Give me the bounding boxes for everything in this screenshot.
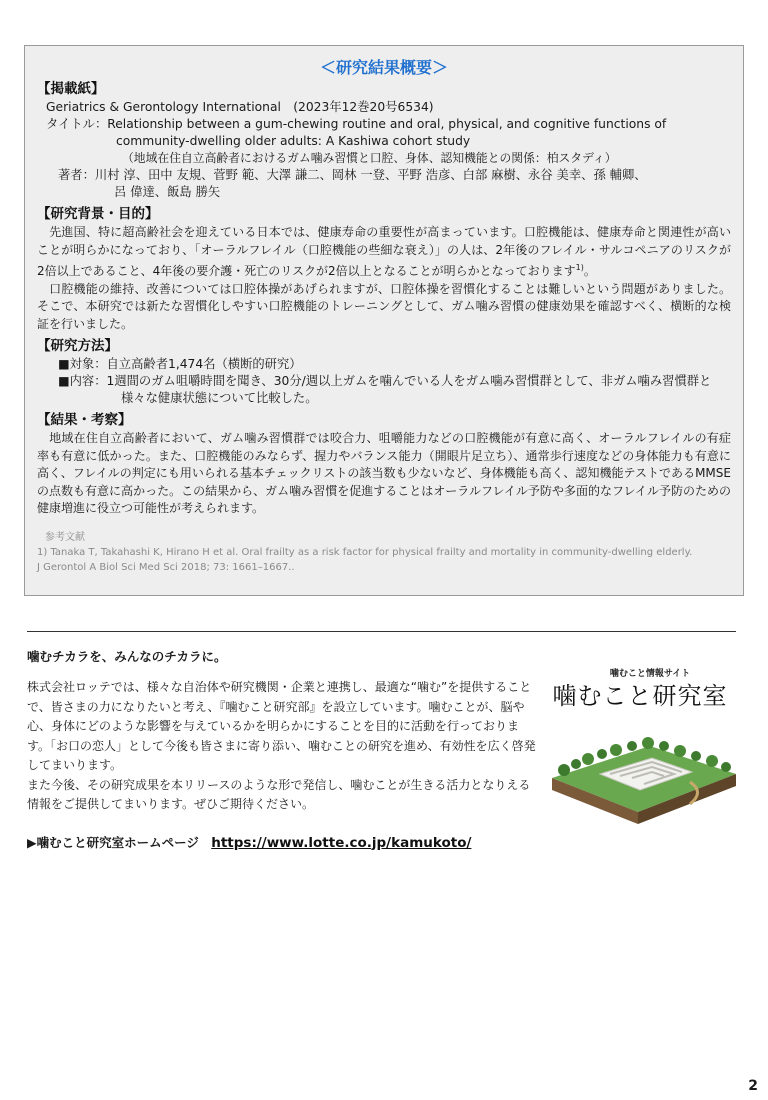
method-content-line1: ■内容：1週間のガム咀嚼時間を聞き、30分/週以上ガムを噛んでいる人をガム噛み習慣群として、非ガム噛み習慣群と [58,374,712,388]
reference-item-1: 1) Tanaka T, Takahashi K, Hirano H et al. Oral frailty as a risk factor for physical frailty and mortality in community-dwelling elderly. [37,546,693,558]
citation-marker: 1) [575,263,584,272]
homepage-link[interactable]: https://www.lotte.co.jp/kamukoto/ [211,834,472,851]
background-paragraph-1 [37,224,731,281]
background-text-1-end: 。 [583,264,596,278]
paper-title-line2: community-dwelling older adults: A Kashiwa cohort study [116,134,471,148]
logo-name: 噛むこと研究室 [552,682,728,710]
company-slogan: 噛むチカラを、みんなのチカラに。 [27,649,227,664]
maze-garden-illustration [540,712,740,840]
background-heading: 【研究背景・目的】 [37,206,159,222]
authors-line1: 著者：川村 淳、田中 友規、菅野 範、大澤 謙二、岡林 一登、平野 浩彦、白部 麻樹、永谷 美幸、孫 輔卿、 [58,168,647,182]
reference-item-1-cont: J Gerontol A Biol Sci Med Sci 2018; 73: 1661–1667.. [37,561,295,573]
method-content-line2: 様々な健康状態について比較した。 [121,391,318,405]
references [37,530,731,575]
homepage-label: ▶噛むこと研究室ホームページ [27,834,199,850]
company-paragraph-2: また今後、その研究成果を本リリースのような形で発信し、噛むことが生きる活力となりえる情報をご提供してまいります。ぜひご期待ください。 [27,777,531,811]
method-heading: 【研究方法】 [37,338,118,354]
authors-line2: 呂 偉達、飯島 勝矢 [114,185,221,199]
paper-title-line1: タイトル：Relationship between a gum-chewing routine and oral, physical, and cognitive functions of [46,117,667,131]
company-body [27,678,537,815]
background-text-2: 口腔機能の維持、改善については口腔体操があげられますが、口腔体操を習慣化することは難しいという問題がありました。そこで、本研究では新たな習慣化しやすい口腔機能のトレーニングとして、ガム噛み習慣の健康効果を確認すべく、横断的な検証を行いました。 [37,281,731,331]
journal-line: Geriatrics & Gerontology International (2023年12巻20号6534) [46,100,434,114]
paper-title-japanese: （地域在住自立高齢者におけるガム噛み習慣と口腔、身体、認知機能との関係：柏スタディ） [122,151,617,165]
background-text-1: 先進国、特に超高齢社会を迎えている日本では、健康寿命の重要性が高まっています。口腔機能は、健康寿命と関連性が高いことが明らかになっており、「オーラルフレイル（口腔機能の些細な衰え）」の人は、2年後のフレイル・サルコペニアのリスクが2倍以上であること、4年後の要介護・死亡のリスクが2倍以上となることが明らかとなっております [37,225,731,278]
page-number: 2 [748,1078,758,1094]
section-divider [27,631,736,632]
logo-subtitle: 噛むこと情報サイト [609,669,691,679]
kamukoto-lab-logo [540,668,740,838]
method-subject: ■対象：自立高齢者1,474名（横断的研究） [58,357,302,371]
results-paragraph [37,430,731,518]
homepage-link-row [27,833,537,851]
results-text: 地域在住自立高齢者において、ガム噛み習慣群では咬合力、咀嚼能力などの口腔機能が有意に高く、オーラルフレイルの有症率も有意に低かった。また、口腔機能のみならず、握力やバランス能力（開眼片足立ち）、通常歩行速度などの身体能力も有意に高く、フレイルの判定にも用いられる基本チェックリストの該当数も少ないなど、身体機能も高く、認知機能テストであるMMSEの点数も有意に高かった。この結果から、ガム噛み習慣を促進することはオーラルフレイル予防や多面的なフレイル予防のための健康増進に役立つ可能性が考えられます。 [37,431,731,515]
journal-heading: 【掲載紙】 [37,81,105,97]
summary-title: ＜研究結果概要＞ [319,58,448,77]
results-heading: 【結果・考察】 [37,412,132,428]
research-summary-box [24,45,744,596]
references-label: 参考文献 [45,531,85,543]
company-paragraph-1: 株式会社ロッテでは、様々な自治体や研究機関・企業と連携し、最適な“噛む”を提供することで、皆さまの力になりたいと考え、『噛むこと研究部』を設立しています。噛むことが、脳や心、身体にどのような影響を与えているかを明らかにすることを目的に活動を行っております。「お口の恋人」として今後も皆さまに寄り添い、噛むことの研究を進め、有効性を広く啓発してまいります。 [27,680,536,772]
company-section [27,648,537,851]
background-paragraph-2 [37,281,731,334]
